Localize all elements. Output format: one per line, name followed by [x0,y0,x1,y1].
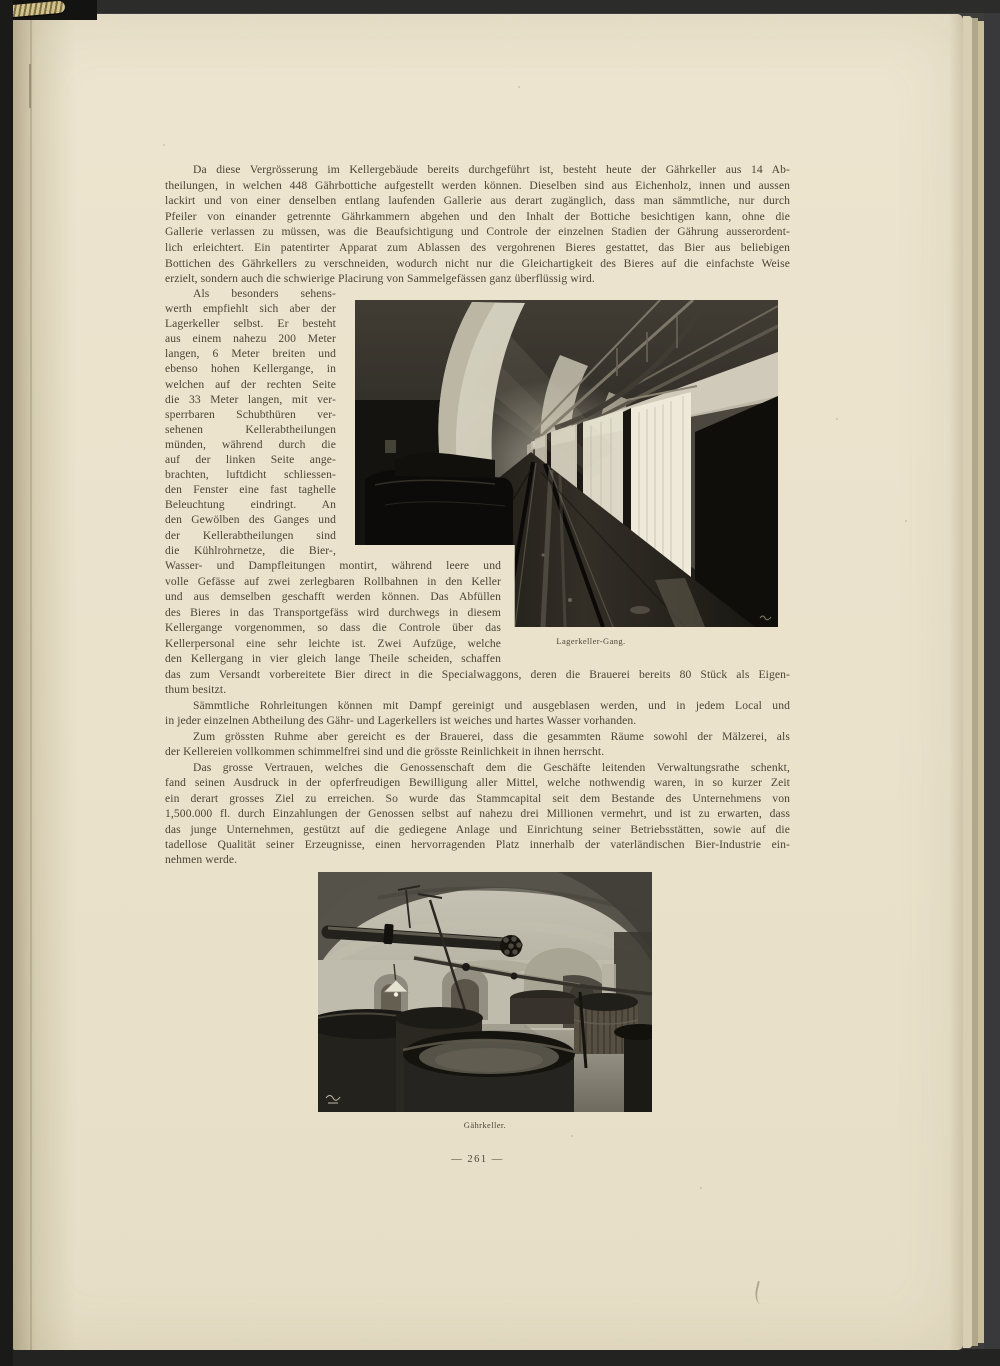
pencil-mark [753,1281,770,1305]
text-line: Wasser- und Dampfleitungen montirt, während leere und [165,559,501,572]
text-line: sperrbaren Schubthüren ver- [165,407,336,421]
paragraph-versandt [165,667,790,698]
text-line: nehmen werde. [165,853,238,867]
page-edge-stack [963,16,972,1348]
text-line: der Kellereien vollkommen schimmelfrei sind und die grösste Reinlichkeit in ihnen herrscht. [165,745,605,759]
scanner-background-right [984,0,1000,1366]
text-line: welchen auf der rechten Seite [165,377,336,391]
text-line: das junge Unternehmen, gestützt auf die gediegene Anlage und Einrichtung seiner Betriebsstätten, sowie auf die [165,822,790,836]
text-line: den Kellergang in vier gleich lange Theile scheiden, schaffen [165,652,501,665]
text-line: in jeder einzelnen Abtheilung des Gähr- und Lagerkellers ist weiches und hartes Wasser vorhanden. [165,714,637,728]
text-line: fand seinen Ausdruck in der opferfreudigen Bewilligung aller Mittel, welche nothwendig waren, in so kurzer Zeit [165,776,790,790]
text-line: die Kühlrohrnetze, die Bier-, [165,543,336,557]
text-line: erzielt, sondern auch die schwierige Placirung von Sammelgefässen ganz überflüssig wird. [165,272,595,286]
page-edge-shading [949,14,963,1350]
text-line: tadellose Qualität seiner Erzeugnisse, einen hervorragenden Platz innerhalb der vaterländischen Bier-Industrie ein- [165,837,790,851]
page-number: — 261 — [451,1154,504,1165]
text-line: Das grosse Vertrauen, welches die Genossenschaft dem die Geschäfte leitenden Verwaltungsrathe schenkt, [193,761,790,774]
text-line: volle Gefässe auf zwei zerlegbaren Rollbahnen in den Keller [165,574,501,588]
gutter-shadow [13,14,75,1350]
text-line: der Kellerabtheilungen sind [165,528,336,542]
photo-caption-gaehrkeller: Gährkeller. [463,1120,507,1130]
binding-stitch [29,64,31,108]
paragraph-vertrauen [165,760,790,868]
page-edge-stack [977,21,984,1343]
text-line: den Gewölben des Ganges und [165,513,336,527]
text-line: brachten, luftdicht schliessen- [165,468,336,482]
text-line: Kellerpersonal eine sehr leichte ist. Zwei Aufzüge, welche [165,636,501,650]
scanner-background-left [0,0,13,1366]
text-line: Sämmtliche Rohrleitungen können mit Dampf gereinigt und ausgeblasen werden, und in jedem Local und [193,699,790,712]
text-line: Lagerkeller selbst. Er besteht [165,317,336,331]
text-line: Beleuchtung eindringt. An [165,498,336,512]
paragraph-intro [165,162,790,287]
text-line: die 33 Meter langen, mit ver- [165,392,336,406]
text-line: Da diese Vergrösserung im Kellergebäude bereits durchgeführt ist, besteht heute der Gährkeller aus 14 Ab- [193,163,790,176]
text-line: Zum grössten Ruhme aber gereicht es der Brauerei, dass die gesammten Räume sowohl der Mälzerei, als [193,730,790,743]
headband [7,0,66,17]
text-line: münden, während durch die [165,437,336,451]
text-line: ein derart grosses Ziel zu erreichen. So wurde das Stammcapital seit dem Bestande des Unternehmens von [165,791,790,805]
photo-gaehrkeller-art [318,872,652,1112]
book-page [13,14,963,1350]
text-line: des Bieres in das Transportgefäss wird durchwegs in diesem [165,605,501,619]
text-line: Als besonders sehens- [193,287,336,300]
text-line: 1,500.000 fl. durch Einzahlungen der Genossen selbst auf nahezu drei Millionen vermehrt, und ist zu erwarten, dass [165,807,790,821]
text-line: das zum Versandt vorbereitete Bier direct in die Specialwaggons, deren die Brauerei bereits 80 Stück als Eigen- [165,668,790,681]
text-line: theilungen, in welchen 448 Gährbottiche aufgestellt werden können. Dieselben sind aus Eichenholz, innen und aussen [165,178,790,192]
text-line: und aus demselben geschafft werden können. Das Abfüllen [165,590,501,603]
text-line: sehenen Kellerabtheilungen [165,422,336,436]
text-line: lackirt und von einer denselben entlang laufenden Gallerie aus derart zugänglich, dass man sämmtliche, nur durch [165,194,790,208]
paragraph-rohrleitungen [165,698,790,729]
text-line: Bottichen des Gährkellers zu verschneiden, wodurch nicht nur die Gleichartigkeit des Bieres auf die einfachste Weise [165,256,790,270]
text-line: werth empfiehlt sich aber der [165,302,336,316]
photo-caption-lagerkeller: Lagerkeller-Gang. [556,636,626,646]
page-edge-stack [971,18,978,1346]
text-line: ebenso hohen Kellergange, in [165,362,336,376]
text-line: thum besitzt. [165,683,227,697]
text-line: Kellergange vorgenommen, so dass die Controle über das [165,621,501,634]
paragraph-ruhm [165,729,790,760]
book-spine-top [0,0,97,20]
scanner-background-top [97,0,1000,13]
text-line: lich erleichtert. Ein patentirter Apparat zum Ablassen des vergohrenen Bieres gestattet, das Bier aus beliebigen [165,240,790,254]
text-line: den Fenster eine fast taghelle [165,483,336,497]
gutter-crease [30,14,32,1350]
paragraph-lagerkeller-column [165,286,336,558]
text-line: Gallerie verlassen zu müssen, was die Beaufsichtigung und Controle der einzelnen Stadien der Gährung ausserordent- [165,225,790,239]
text-line: auf der linken Seite ange- [165,453,336,467]
paragraph-beside-photo [165,558,501,667]
text-line: langen, 6 Meter breiten und [165,347,336,361]
photo-gaehrkeller [318,872,652,1112]
text-line: Pfeiler von einander getrennte Gährkammern abgehen und den Inhalt der Bottiche besichtigen kann, ohne die [165,209,790,223]
text-line: aus einem nahezu 200 Meter [165,332,336,346]
